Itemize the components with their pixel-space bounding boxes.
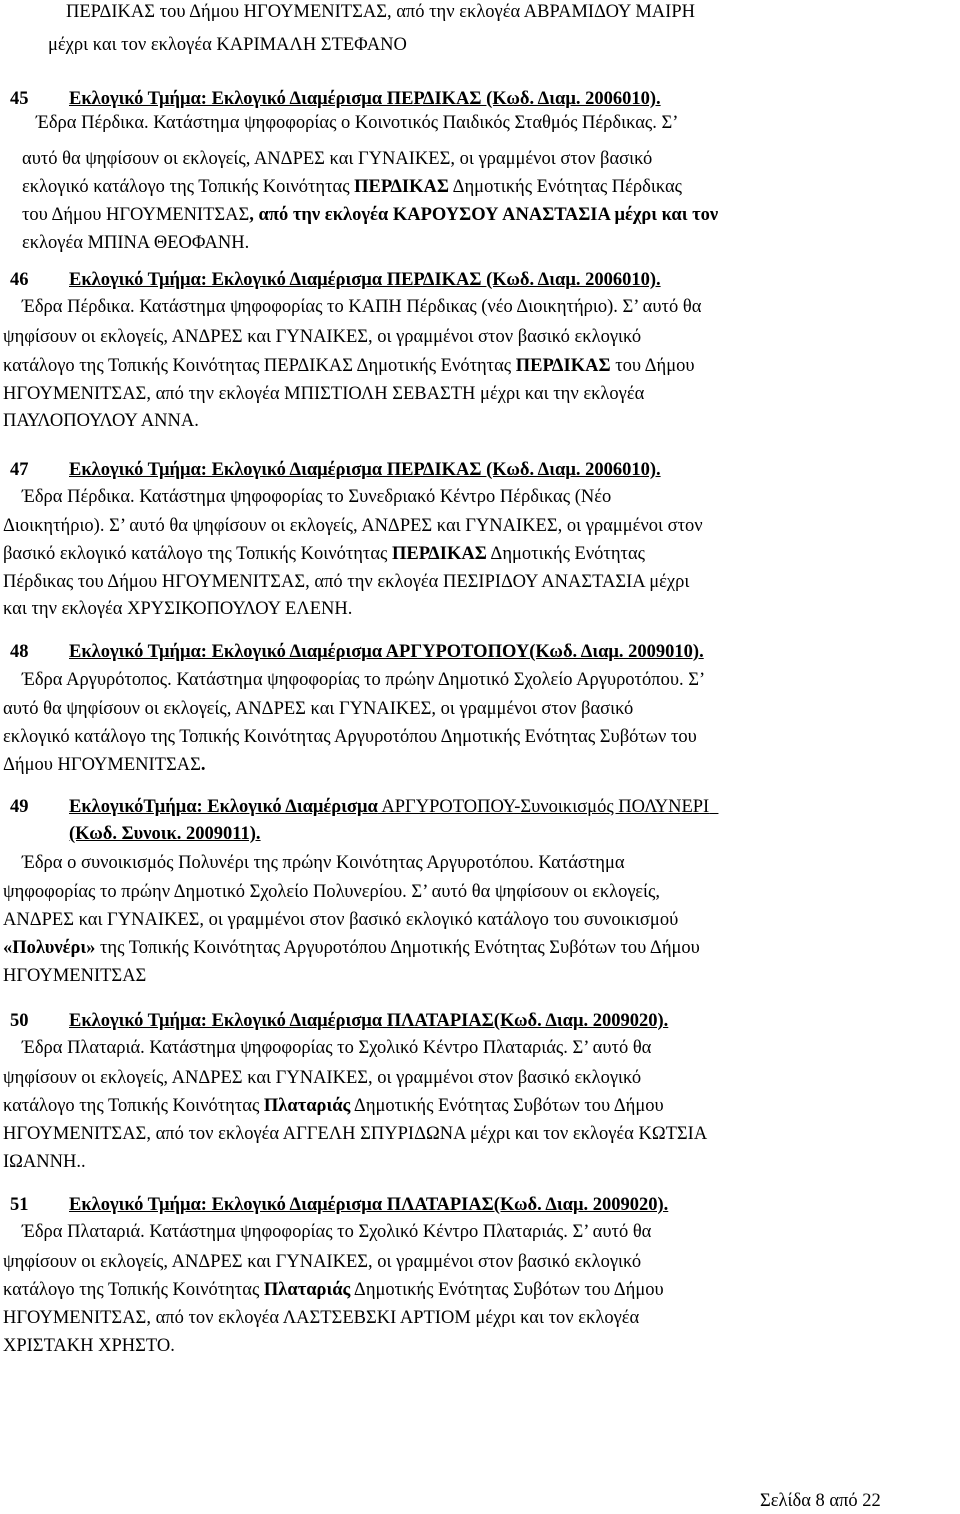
section-49-line-2: ψηφοφορίας το πρώην Δημοτικό Σχολείο Πολυνερίου. Σ’ αυτό θα ψηφίσουν οι εκλογείς,	[3, 882, 660, 902]
section-51-line-1: Έδρα Πλαταριά. Κατάστημα ψηφοφορίας το Σχολικό Κέντρο Πλαταριάς. Σ’ αυτό θα	[22, 1222, 652, 1242]
section-48-number: 48	[10, 642, 29, 662]
section-51-line-3: κατάλογο της Τοπικής Κοινότητας Πλαταριάς Δημοτικής Ενότητας Συβότων του Δήμου	[3, 1280, 664, 1300]
section-45-line-2: αυτό θα ψηφίσουν οι εκλογείς, ΑΝΔΡΕΣ και ΓΥΝΑΙΚΕΣ, οι γραμμένοι στον βασικό	[22, 149, 653, 169]
section-48-line-3: εκλογικό κατάλογο της Τοπικής Κοινότητας Αργυροτόπου Δημοτικής Ενότητας Συβότων του	[3, 727, 697, 747]
section-47-line-1: Έδρα Πέρδικα. Κατάστημα ψηφοφορίας το Συνεδριακό Κέντρο Πέρδικας (Νέο	[22, 487, 612, 507]
section-46-heading: Εκλογικό Τμήμα: Εκλογικό Διαμέρισμα ΠΕΡΔΙΚΑΣ (Κωδ. Διαμ. 2006010).	[69, 270, 661, 290]
intro-line-2: μέχρι και τον εκλογέα ΚΑΡΙΜΑΛΗ ΣΤΕΦΑΝΟ	[48, 35, 407, 55]
section-49-line-3: ΑΝΔΡΕΣ και ΓΥΝΑΙΚΕΣ, οι γραμμένοι στον βασικό εκλογικό κατάλογο του συνοικισμού	[3, 910, 679, 930]
section-50-line-3: κατάλογο της Τοπικής Κοινότητας Πλαταριάς Δημοτικής Ενότητας Συβότων του Δήμου	[3, 1096, 664, 1116]
page-number: Σελίδα 8 από 22	[760, 1491, 881, 1511]
section-45-line-4: του Δήμου ΗΓΟΥΜΕΝΙΤΣΑΣ, από την εκλογέα ΚΑΡΟΥΣΟΥ ΑΝΑΣΤΑΣΙΑ μέχρι και τον	[22, 205, 719, 225]
section-48-line-2: αυτό θα ψηφίσουν οι εκλογείς, ΑΝΔΡΕΣ και ΓΥΝΑΙΚΕΣ, οι γραμμένοι στον βασικό	[3, 699, 634, 719]
section-50-heading: Εκλογικό Τμήμα: Εκλογικό Διαμέρισμα ΠΛΑΤΑΡΙΑΣ(Κωδ. Διαμ. 2009020).	[69, 1011, 669, 1031]
section-47-line-2: Διοικητήριο). Σ’ αυτό θα ψηφίσουν οι εκλογείς, ΑΝΔΡΕΣ και ΓΥΝΑΙΚΕΣ, οι γραμμένοι στον	[3, 516, 703, 536]
section-50-line-1: Έδρα Πλαταριά. Κατάστημα ψηφοφορίας το Σχολικό Κέντρο Πλαταριάς. Σ’ αυτό θα	[22, 1038, 652, 1058]
section-51-heading: Εκλογικό Τμήμα: Εκλογικό Διαμέρισμα ΠΛΑΤΑΡΙΑΣ(Κωδ. Διαμ. 2009020).	[69, 1195, 669, 1215]
section-45-line-5: εκλογέα ΜΠΙΝΑ ΘΕΟΦΑΝΗ.	[22, 233, 250, 253]
section-47-heading: Εκλογικό Τμήμα: Εκλογικό Διαμέρισμα ΠΕΡΔΙΚΑΣ (Κωδ. Διαμ. 2006010).	[69, 460, 661, 480]
section-47-line-5: και την εκλογέα ΧΡΥΣΙΚΟΠΟΥΛΟΥ ΕΛΕΝΗ.	[3, 599, 353, 619]
section-49-line-5: ΗΓΟΥΜΕΝΙΤΣΑΣ	[3, 966, 147, 986]
section-49-line-4: «Πολυνέρι» της Τοπικής Κοινότητας Αργυροτόπου Δημοτικής Ενότητας Συβότων του Δήμου	[3, 938, 700, 958]
section-49-heading-line-2: (Κωδ. Συνοικ. 2009011).	[69, 824, 261, 844]
section-49-line-1: Έδρα ο συνοικισμός Πολυνέρι της πρώην Κοινότητας Αργυροτόπου. Κατάστημα	[22, 853, 625, 873]
section-45-number: 45	[10, 89, 29, 109]
section-45-heading: Εκλογικό Τμήμα: Εκλογικό Διαμέρισμα ΠΕΡΔΙΚΑΣ (Κωδ. Διαμ. 2006010).	[69, 89, 661, 109]
section-46-line-2: ψηφίσουν οι εκλογείς, ΑΝΔΡΕΣ και ΓΥΝΑΙΚΕΣ, οι γραμμένοι στον βασικό εκλογικό	[3, 327, 642, 347]
section-47-line-4: Πέρδικας του Δήμου ΗΓΟΥΜΕΝΙΤΣΑΣ, από την εκλογέα ΠΕΣΙΡΙΔΟΥ ΑΝΑΣΤΑΣΙΑ μέχρι	[3, 572, 690, 592]
section-50-number: 50	[10, 1011, 29, 1031]
section-46-line-5: ΠΑΥΛΟΠΟΥΛΟΥ ΑΝΝΑ.	[3, 411, 199, 431]
section-47-line-3: βασικό εκλογικό κατάλογο της Τοπικής Κοινότητας ΠΕΡΔΙΚΑΣ Δημοτικής Ενότητας	[3, 544, 645, 564]
section-46-line-1: Έδρα Πέρδικα. Κατάστημα ψηφοφορίας το ΚΑΠΗ Πέρδικας (νέο Διοικητήριο). Σ’ αυτό θα	[22, 297, 702, 317]
section-51-line-5: ΧΡΙΣΤΑΚΗ ΧΡΗΣΤΟ.	[3, 1336, 175, 1356]
section-46-line-4: ΗΓΟΥΜΕΝΙΤΣΑΣ, από την εκλογέα ΜΠΙΣΤΙΟΛΗ ΣΕΒΑΣΤΗ μέχρι και την εκλογέα	[3, 384, 645, 404]
section-46-line-3: κατάλογο της Τοπικής Κοινότητας ΠΕΡΔΙΚΑΣ Δημοτικής Ενότητας ΠΕΡΔΙΚΑΣ του Δήμου	[3, 356, 695, 376]
section-50-line-5: ΙΩΑΝΝΗ..	[3, 1152, 86, 1172]
section-49-number: 49	[10, 797, 29, 817]
section-50-line-4: ΗΓΟΥΜΕΝΙΤΣΑΣ, από τον εκλογέα ΑΓΓΕΛΗ ΣΠΥΡΙΔΩΝΑ μέχρι και τον εκλογέα ΚΩΤΣΙΑ	[3, 1124, 708, 1144]
section-50-line-2: ψηφίσουν οι εκλογείς, ΑΝΔΡΕΣ και ΓΥΝΑΙΚΕΣ, οι γραμμένοι στον βασικό εκλογικό	[3, 1068, 642, 1088]
section-46-number: 46	[10, 270, 29, 290]
section-51-line-2: ψηφίσουν οι εκλογείς, ΑΝΔΡΕΣ και ΓΥΝΑΙΚΕΣ, οι γραμμένοι στον βασικό εκλογικό	[3, 1252, 642, 1272]
section-48-heading: Εκλογικό Τμήμα: Εκλογικό Διαμέρισμα ΑΡΓΥΡΟΤΟΠΟΥ(Κωδ. Διαμ. 2009010).	[69, 642, 704, 662]
section-45-line-1: Έδρα Πέρδικα. Κατάστημα ψηφοφορίας ο Κοινοτικός Παιδικός Σταθμός Πέρδικας. Σ’	[36, 113, 679, 133]
section-45-line-3: εκλογικό κατάλογο της Τοπικής Κοινότητας ΠΕΡΔΙΚΑΣ Δημοτικής Ενότητας Πέρδικας	[22, 177, 683, 197]
section-51-line-4: ΗΓΟΥΜΕΝΙΤΣΑΣ, από τον εκλογέα ΛΑΣΤΣΕΒΣΚΙ ΑΡΤΙΟΜ μέχρι και τον εκλογέα	[3, 1308, 640, 1328]
section-51-number: 51	[10, 1195, 29, 1215]
section-49-heading-line-1: ΕκλογικόΤμήμα: Εκλογικό Διαμέρισμα ΑΡΓΥΡΟΤΟΠΟΥ-Συνοικισμός ΠΟΛΥΝΕΡΙ	[69, 797, 710, 817]
section-48-line-4: Δήμου ΗΓΟΥΜΕΝΙΤΣΑΣ.	[3, 755, 206, 775]
section-47-number: 47	[10, 460, 29, 480]
intro-line-1: ΠΕΡΔΙΚΑΣ του Δήμου ΗΓΟΥΜΕΝΙΤΣΑΣ, από την εκλογέα ΑΒΡΑΜΙΔΟΥ ΜΑΙΡΗ	[66, 2, 695, 22]
section-48-line-1: Έδρα Αργυρότοπος. Κατάστημα ψηφοφορίας το πρώην Δημοτικό Σχολείο Αργυροτόπου. Σ’	[22, 670, 706, 690]
